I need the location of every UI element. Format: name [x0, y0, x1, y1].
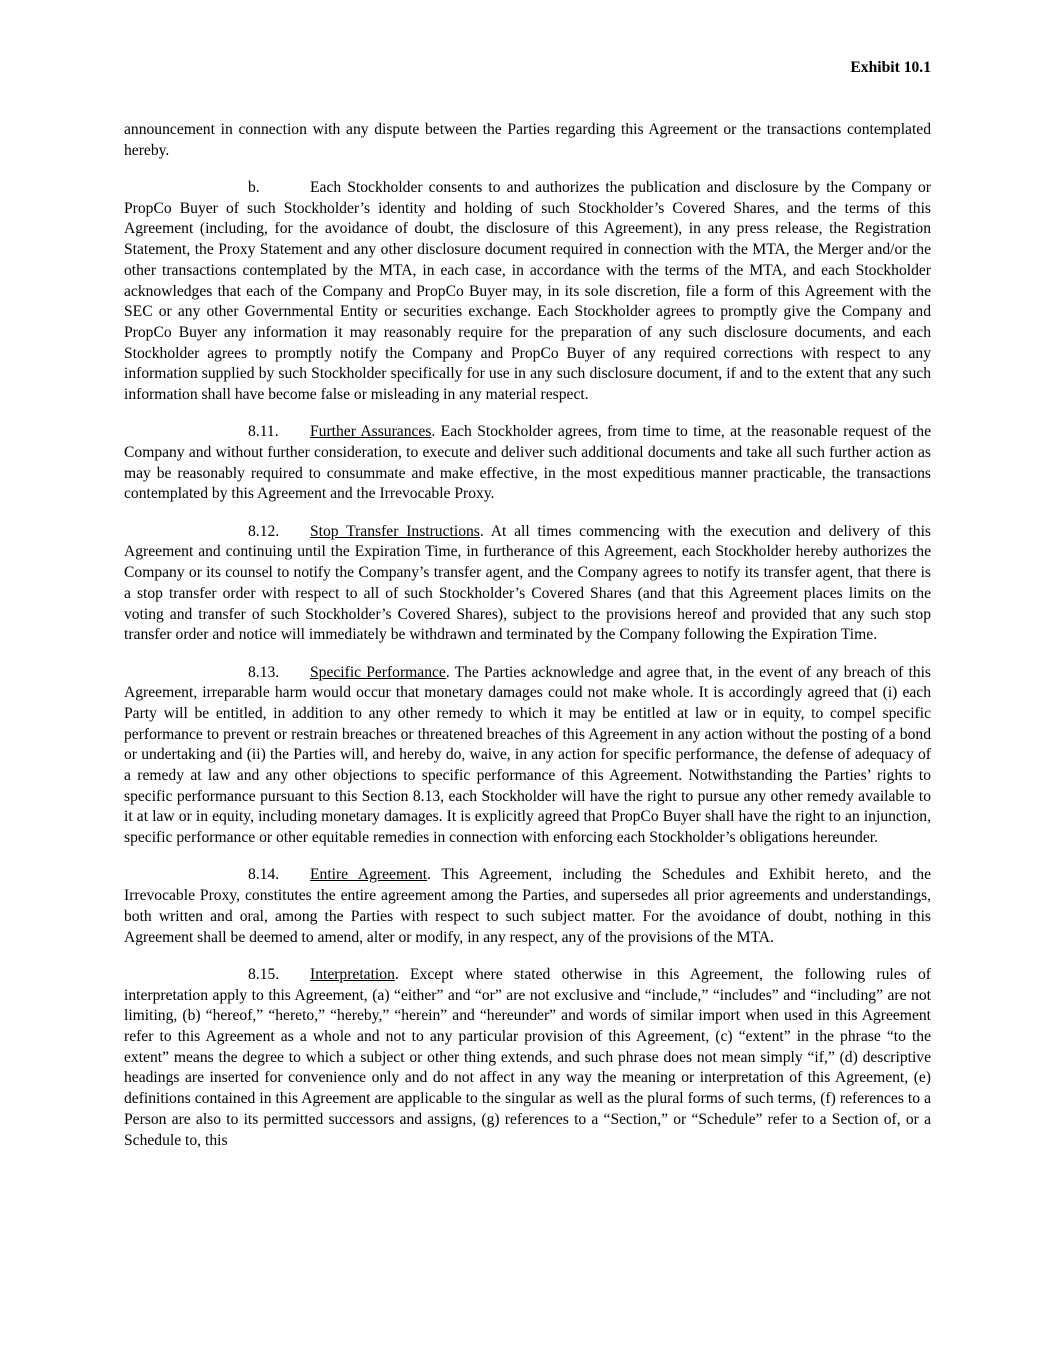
section-heading: Interpretation: [310, 965, 395, 983]
document-body: [124, 120, 931, 1168]
section-text: . At all times commencing with the execution and delivery of this Agreement and continuing until the Expiration Time, in furtherance of this Agreement, each Stockholder hereby authorizes the Company or its counsel to notify the Company’s transfer agent, and the Company agrees to notify its transfer agent, that there is a stop transfer order with respect to all of such Stockholder’s Covered Shares (and that this Agreement places limits on the voting and transfer of such Stockholder’s Covered Shares), subject to the provisions hereof and provided that any such stop transfer order and notice will immediately be withdrawn and terminated by the Company following the Expiration Time.: [124, 522, 931, 644]
section-number: 8.15.: [248, 965, 280, 983]
section-number: 8.12.: [248, 522, 280, 540]
section-heading: Further Assurances: [310, 423, 432, 441]
section-8-12: [124, 522, 931, 646]
section-8-13: [124, 663, 931, 849]
paragraph-text: Each Stockholder consents to and authorizes the publication and disclosure by the Company or PropCo Buyer of such Stockholder’s identity and holding of such Stockholder’s Covered Shares, and the terms of this Agreement (including, for the avoidance of doubt, the disclosure of this Agreement), in any press release, the Registration Statement, the Proxy Statement and any other disclosure document required in connection with the MTA, the Merger and/or the other transactions contemplated by the MTA, in each case, in accordance with the terms of the MTA, and each Stockholder acknowledges that each of the Company and PropCo Buyer may, in its sole discretion, file a form of this Agreement with the SEC or any other Governmental Entity or securities exchange. Each Stockholder agrees to promptly give the Company and PropCo Buyer any information it may reasonably require for the preparation of any such disclosure documents, and each Stockholder agrees to promptly notify the Company and PropCo Buyer of any required corrections with respect to any information supplied by such Stockholder specifically for use in any such disclosure document, if and to the extent that any such information shall have become false or misleading in any material respect.: [124, 179, 931, 404]
paragraph-continuation: announcement in connection with any dispute between the Parties regarding this Agreement or the transactions contemplated hereby.: [124, 121, 931, 159]
section-number: 8.13.: [248, 663, 280, 681]
section-text: . The Parties acknowledge and agree that, in the event of any breach of this Agreement, irreparable harm would occur that monetary damages could not make whole. It is accordingly agreed that (i) each Party will be entitled, in addition to any other remedy to which it may be entitled at law or in equity, to compel specific performance to prevent or restrain breaches or threatened breaches of this Agreement in any action without the posting of a bond or undertaking and (ii) the Parties will, and hereby do, waive, in any action for specific performance, the defense of adequacy of a remedy at law and any other objections to specific performance of this Agreement. Notwithstanding the Parties’ rights to specific performance pursuant to this Section 8.13, each Stockholder will have the right to pursue any other remedy available to it at law or in equity, including monetary damages. It is explicitly agreed that PropCo Buyer shall have the right to an injunction, specific performance or other equitable remedies in connection with enforcing each Stockholder’s obligations hereunder.: [124, 663, 931, 847]
paragraph-number: b.: [248, 179, 260, 196]
exhibit-label: Exhibit 10.1: [850, 59, 931, 76]
paragraph-b: [124, 178, 931, 406]
section-text: . Each Stockholder agrees, from time to time, at the reasonable request of the Company and without further consideration, to execute and deliver such additional documents and take all such further action as may be reasonably required to consummate and make effective, in the most expeditious manner practicable, the transactions contemplated by this Agreement and the Irrevocable Proxy.: [124, 423, 931, 503]
section-heading: Entire Agreement: [310, 866, 428, 884]
section-8-11: [124, 422, 931, 505]
section-heading: Stop Transfer Instructions: [310, 522, 480, 540]
section-number: 8.11.: [248, 423, 279, 441]
section-text: . Except where stated otherwise in this Agreement, the following rules of interpretation apply to this Agreement, (a) “either” and “or” are not exclusive and “include,” “includes” and “including” are not limiting, (b) “hereof,” “hereto,” “hereby,” “herein” and “hereunder” and words of similar import when used in this Agreement refer to this Agreement as a whole and not to any particular provision of this Agreement, (c) “extent” in the phrase “to the extent” means the degree to which a subject or other thing extends, and such phrase does not mean simply “if,” (d) descriptive headings are inserted for convenience only and do not affect in any way the meaning or interpretation of this Agreement, (e) definitions contained in this Agreement are applicable to the singular as well as the plural forms of such terms, (f) references to a Person are also to its permitted successors and assigns, (g) references to a “Section,” or “Schedule” refer to a Section of, or a Schedule to, this: [124, 965, 931, 1149]
section-number: 8.14.: [248, 866, 280, 884]
section-8-15: [124, 965, 931, 1151]
section-heading: Specific Performance: [310, 663, 446, 681]
section-8-14: [124, 865, 931, 948]
section-text: . This Agreement, including the Schedules and Exhibit hereto, and the Irrevocable Proxy, constitutes the entire agreement among the Parties, and supersedes all prior agreements and understandings, both written and oral, among the Parties with respect to such subject matter. For the avoidance of doubt, nothing in this Agreement shall be deemed to amend, alter or modify, in any respect, any of the provisions of the MTA.: [124, 866, 931, 946]
